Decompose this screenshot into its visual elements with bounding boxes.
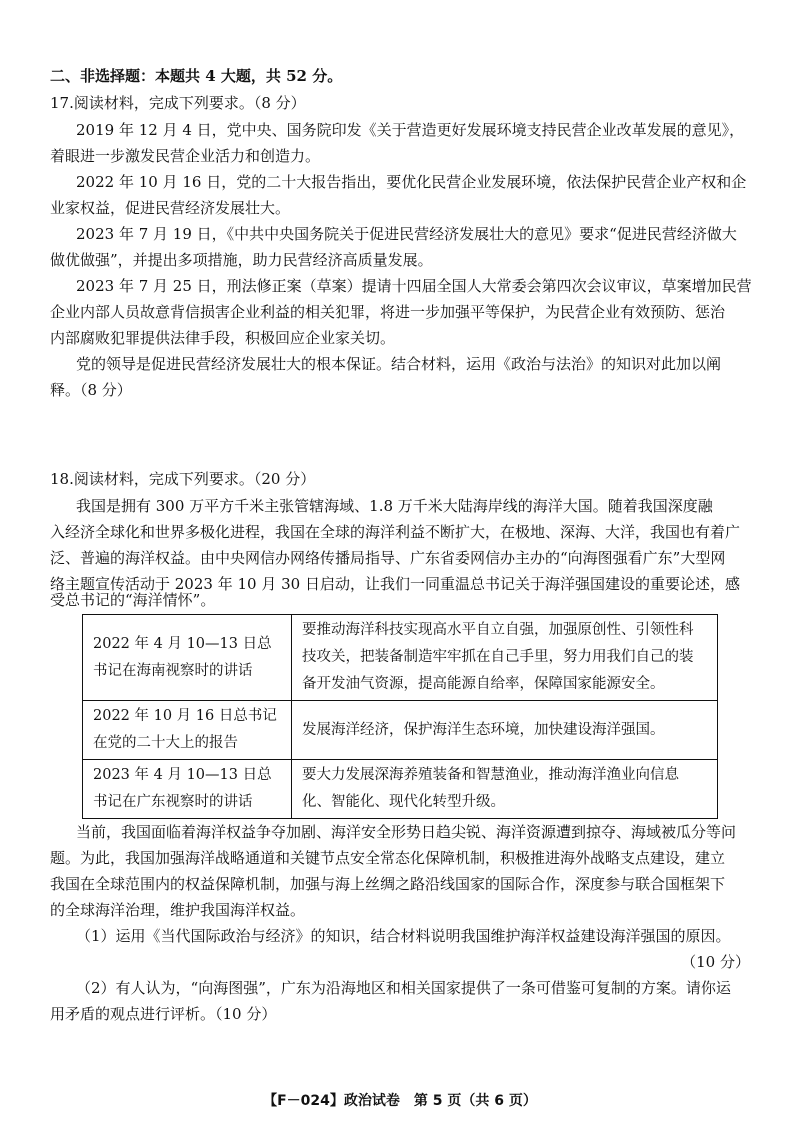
q17-text: 2023 年 7 月 25 日，刑法修正案（草案）提请十四届全国人大常委会第四次会议审议，草案增加民营 — [76, 277, 752, 295]
q17-text: 做优做强”，并提出多项措施，助力民营经济高质量发展。 — [50, 251, 433, 269]
q17-heading: 17.阅读材料，完成下列要求。（8 分） — [50, 94, 306, 112]
table-cell-source: 2022 年 10 月 16 日总书记 在党的二十大上的报告 — [83, 701, 292, 760]
q18-text: 我国是拥有 300 万平方千米主张管辖海域、1.8 万千米大陆海岸线的海洋大国。随着我国深度融 — [76, 497, 713, 515]
table-cell-quote: 要大力发展深海养殖装备和智慧渔业，推动海洋渔业向信息 化、智能化、现代化转型升级。 — [292, 760, 718, 819]
q17-text: 企业内部人员故意背信损害企业利益的相关犯罪，将进一步加强平等保护，为民营企业有效预防、惩治 — [50, 303, 726, 321]
q17-text: 2023 年 7 月 19 日，《中共中央国务院关于促进民营经济发展壮大的意见》要求“促进民营经济做大 — [76, 225, 737, 243]
q18-sub1: （1）运用《当代国际政治与经济》的知识，结合材料说明我国维护海洋权益建设海洋强国的原因。 — [76, 927, 731, 945]
q18-text: 络主题宣传活动于 2023 年 10 月 30 日启动，让我们一同重温总书记关于海洋强国建设的重要论述，感 — [50, 575, 740, 593]
q18-text: 受总书记的“海洋情怀”。 — [50, 591, 216, 609]
table-cell-source: 2022 年 4 月 10—13 日总 书记在海南视察时的讲话 — [83, 615, 292, 701]
table-row — [83, 701, 718, 760]
q17-text: 着眼进一步激发民营企业活力和创造力。 — [50, 147, 321, 165]
q18-text: 泛、普遍的海洋权益。由中央网信办网络传播局指导、广东省委网信办主办的“向海图强看广东”大型网 — [50, 549, 726, 567]
table-cell-source: 2023 年 4 月 10—13 日总 书记在广东视察时的讲话 — [83, 760, 292, 819]
q18-text: 我国在全球范围内的权益保障机制，加强与海上丝绸之路沿线国家的国际合作，深度参与联合国框架下 — [50, 875, 726, 893]
q17-text: 2019 年 12 月 4 日，党中央、国务院印发《关于营造更好发展环境支持民营企业改革发展的意见》， — [76, 121, 745, 139]
q18-sub2: （2）有人认为，“向海图强”，广东为沿海地区和相关国家提供了一条可借鉴可复制的方案。请你运 — [76, 979, 731, 997]
q17-text: 业家权益，促进民营经济发展壮大。 — [50, 199, 291, 217]
table-row — [83, 615, 718, 701]
table-cell-quote: 发展海洋经济，保护海洋生态环境，加快建设海洋强国。 — [292, 701, 718, 760]
q18-sub2: 用矛盾的观点进行评析。（10 分） — [50, 1005, 277, 1023]
table-cell-quote: 要推动海洋科技实现高水平自立自强，加强原创性、引领性科 技攻关，把装备制造牢牢抓在自己手里，努力用我们自己的装 备开发油气资源，提高能源自给率，保障国家能源安全。 — [292, 615, 718, 701]
quote-table — [82, 614, 718, 819]
q17-text: 2022 年 10 月 16 日，党的二十大报告指出，要优化民营企业发展环境，依法保护民营企业产权和企 — [76, 173, 747, 191]
section-title: 二、非选择题：本题共 4 大题，共 52 分。 — [50, 67, 343, 85]
table-row — [83, 760, 718, 819]
q18-text: 当前，我国面临着海洋权益争夺加剧、海洋安全形势日趋尖锐、海洋资源遭到掠夺、海域被瓜分等问 — [76, 823, 737, 841]
q18-sub1-score: （10 分） — [681, 953, 750, 971]
q18-text: 题。为此，我国加强海洋战略通道和关键节点安全常态化保障机制，积极推进海外战略支点建设，建立 — [50, 849, 726, 867]
q17-text: 内部腐败犯罪提供法律手段，积极回应企业家关切。 — [50, 329, 396, 347]
q17-prompt: 党的领导是促进民营经济发展壮大的根本保证。结合材料，运用《政治与法治》的知识对此加以阐 — [76, 355, 722, 373]
q18-text: 入经济全球化和世界多极化进程，我国在全球的海洋利益不断扩大，在极地、深海、大洋，我国也有着广 — [50, 523, 741, 541]
q18-text: 的全球海洋治理，维护我国海洋权益。 — [50, 901, 306, 919]
q18-heading: 18.阅读材料，完成下列要求。（20 分） — [50, 470, 316, 488]
page-footer: 【F－024】政治试卷 第 5 页（共 6 页） — [263, 1093, 537, 1109]
q17-prompt: 释。（8 分） — [50, 381, 132, 399]
